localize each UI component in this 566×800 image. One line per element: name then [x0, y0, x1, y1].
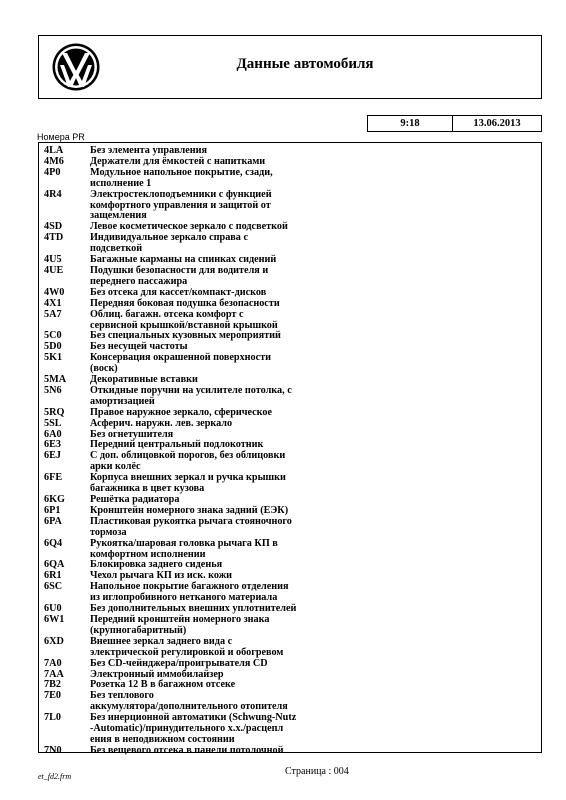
pr-description: Декоративные вставки: [90, 374, 198, 386]
pr-code: 4W0: [44, 286, 65, 298]
pr-description: Электростеклоподъемники с функцией комфортного управления и защитой от защемления: [90, 188, 272, 222]
pr-description: Модульное напольное покрытие, сзади, исполнение 1: [90, 166, 273, 189]
list-item: [39, 473, 541, 495]
pr-description: Чехол рычага КП из иск. кожи: [90, 570, 233, 582]
list-item: [39, 419, 541, 430]
list-item: [39, 539, 541, 561]
list-item: [39, 353, 541, 375]
list-item: [39, 517, 541, 539]
list-item: [39, 615, 541, 637]
list-item: [39, 386, 541, 408]
pr-description: Держатели для ёмкостей с напитками: [90, 155, 266, 167]
footer-page: Страница : 004: [285, 766, 349, 777]
pr-code: 6A0: [44, 428, 62, 440]
pr-code: 4U5: [44, 254, 62, 266]
pr-code: 7AA: [44, 668, 64, 680]
list-item: [39, 451, 541, 473]
pr-description: Внешнее зеркал заднего вида с электрической регулировкой и обогревом: [90, 635, 284, 658]
pr-code: 4UE: [44, 264, 64, 276]
list-item: [39, 691, 541, 713]
pr-code: 4TD: [44, 232, 64, 244]
pr-description: С доп. облицовкой порогов, без облицовки арки колёс: [90, 450, 286, 473]
list-item: [39, 233, 541, 255]
pr-description: Без несущей частоты: [90, 341, 188, 353]
pr-description: Без вещевого отсека в панели потолочной: [90, 744, 284, 756]
pr-code: 7B2: [44, 679, 61, 691]
pr-code: 7N0: [44, 744, 62, 756]
list-item: [39, 299, 541, 310]
pr-description: Без теплового аккумулятора/дополнительного отопителя: [90, 690, 288, 713]
pr-description: Подушки безопасности для водителя и переднего пассажира: [90, 264, 269, 287]
pr-code: 5C0: [44, 330, 62, 342]
header-box: [38, 35, 542, 99]
pr-code: 6SC: [44, 581, 63, 593]
pr-code: 6W1: [44, 613, 65, 625]
pr-description: Правое наружное зеркало, сферическое: [90, 406, 272, 418]
list-item: [39, 637, 541, 659]
pr-code: 6XD: [44, 635, 64, 647]
pr-description: Решётка радиатора: [90, 494, 180, 505]
list-item: [39, 659, 541, 670]
date-value: 13.06.2013: [473, 118, 521, 129]
pr-code: 5A7: [44, 308, 62, 320]
pr-code: 5K1: [44, 352, 63, 364]
pr-code: 4P0: [44, 166, 61, 178]
pr-code: 4SD: [44, 221, 63, 233]
pr-code: 5D0: [44, 341, 62, 353]
pr-code: 6P1: [44, 504, 61, 516]
time-value: 9:18: [368, 116, 453, 131]
pr-description: Передний центральный подлокотник: [90, 439, 264, 451]
pr-description: Багажные карманы на спинках сидений: [90, 254, 277, 266]
pr-code: 5RQ: [44, 406, 65, 418]
pr-description: Левое косметическое зеркало с подсветкой: [90, 221, 288, 233]
pr-description: Передний кронштейн номерного знака (крупногабаритный): [90, 613, 270, 636]
pr-code: 6QA: [44, 559, 65, 571]
pr-description: Розетка 12 В в багажном отсеке: [90, 679, 236, 691]
pr-description: Электронный иммобилайзер: [90, 668, 224, 680]
footer-file: et_fd2.frm: [38, 772, 72, 781]
pr-code: 6PA: [44, 515, 62, 527]
list-item: [39, 190, 541, 223]
list-item: [39, 266, 541, 288]
pr-code: 4R4: [44, 188, 62, 200]
pr-description: Блокировка заднего сиденья: [90, 559, 223, 571]
pr-code: 6E3: [44, 439, 61, 451]
pr-code: 7E0: [44, 690, 61, 702]
pr-description: Без инерционной автоматики (Schwung-Nutz -Automatic)/принудительного х.х./расцепл ения в неподвижном состоянии: [90, 712, 297, 745]
pr-code: 6R1: [44, 570, 62, 582]
pr-description: Откидные поручни на усилителе потолка, с амортизацией: [90, 384, 292, 407]
pr-description: Рукоятка/шаровая головка рычага КП в комфортном исполнении: [90, 537, 278, 560]
list-item: [39, 582, 541, 604]
pr-description: Без огнетушителя: [90, 428, 174, 440]
list-item: [39, 168, 541, 190]
pr-code: 7L0: [44, 712, 61, 724]
pr-description: Без отсека для кассет/компакт-дисков: [90, 286, 267, 298]
pr-code: 6U0: [44, 603, 62, 615]
pr-code: 5SL: [44, 417, 62, 429]
page-title: Данные автомобиля: [236, 56, 374, 72]
pr-code-list: [38, 142, 542, 756]
pr-code: 6Q4: [44, 537, 63, 549]
section-label: Номера PR: [37, 132, 85, 142]
pr-description: Корпуса внешних зеркал и ручка крышки багажника в цвет кузова: [90, 472, 286, 495]
pr-code: 4X1: [44, 297, 62, 309]
pr-description: Пластиковая рукоятка рычага стояночного тормоза: [90, 515, 292, 538]
pr-description: Асферич. наружн. лев. зеркало: [90, 417, 233, 429]
pr-description: Кронштейн номерного знака задний (ЕЭК): [90, 504, 289, 516]
pr-code: 5N6: [44, 384, 62, 396]
pr-code: 7A0: [44, 657, 62, 669]
pr-code: 4M6: [44, 155, 64, 167]
pr-code: 6EJ: [44, 450, 61, 462]
pr-description: Индивидуальное зеркало справа с подсветкой: [90, 232, 248, 255]
pr-description: Передняя боковая подушка безопасности: [90, 297, 280, 309]
list-item: [39, 713, 541, 746]
pr-description: Напольное покрытие багажного отделения из иглопробивного нетканого материала: [90, 581, 289, 604]
pr-code: 6FE: [44, 472, 63, 484]
pr-code: 5MA: [44, 374, 67, 386]
pr-description: Без CD-чейнджера/проигрывателя CD: [90, 657, 268, 669]
pr-code: 6KG: [44, 494, 65, 505]
pr-description: Без специальных кузовных мероприятий: [90, 330, 281, 342]
list-item: [39, 310, 541, 332]
list-item: [39, 746, 541, 757]
pr-description: Консервация окрашенной поверхности (воск): [90, 352, 272, 375]
pr-description: Без элемента управления: [90, 145, 208, 156]
pr-description: Облиц. багажн. отсека комфорт с сервисной крышкой/вставной крышкой: [90, 308, 278, 331]
pr-code: 4LA: [44, 145, 64, 156]
info-box: [367, 115, 542, 132]
pr-description: Без дополнительных внешних уплотнителей: [90, 603, 297, 615]
